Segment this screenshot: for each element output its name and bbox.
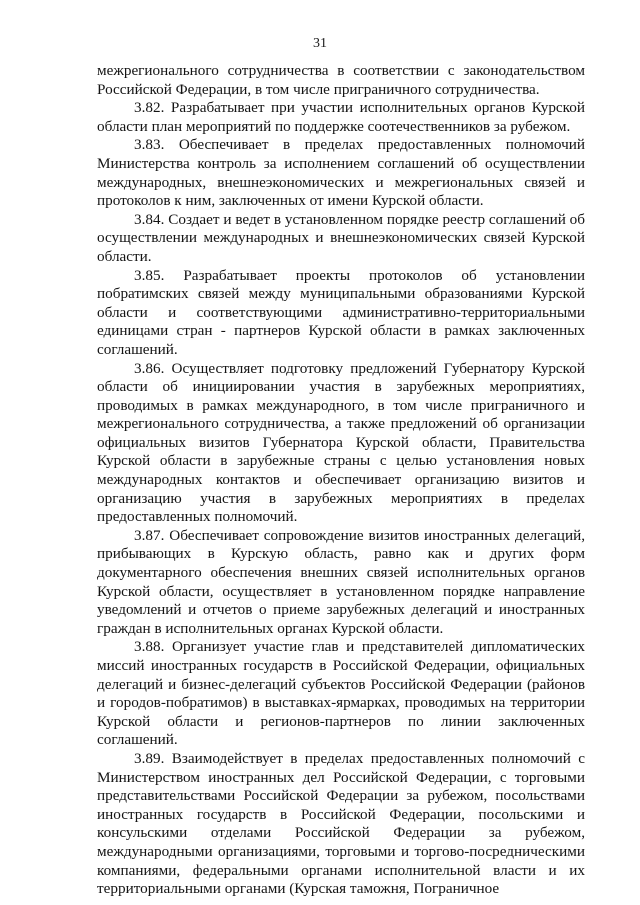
paragraph-continuation: межрегионального сотрудничества в соответствии с законодательством Российской Федерации, в том числе приграничного сотрудничества. bbox=[97, 62, 585, 98]
paragraph-3-83: 3.83. Обеспечивает в пределах предоставленных полномочий Министерства контроль за исполнением соглашений об осуществлении международных, внешнеэкономических и межрегиональных связей и протоколов к ним, заключенных от имени Курской области. bbox=[97, 136, 585, 210]
paragraph-3-85: 3.85. Разрабатывает проекты протоколов об установлении побратимских связей между муниципальными образованиями Курской области и соответствующими административно-территориальными единицами стран - партнеров Курской области в рамках заключенных соглашений. bbox=[97, 266, 585, 358]
paragraph-3-88: 3.88. Организует участие глав и представителей дипломатических миссий иностранных государств в Российской Федерации, официальных делегаций и бизнес-делегаций субъектов Российской Федерации (районов и городов-побратимов) в выставках-ярмарках, проводимых на территории Курской области и регионов-партнеров по линии заключенных соглашений. bbox=[97, 638, 585, 749]
paragraph-3-89: 3.89. Взаимодействует в пределах предоставленных полномочий с Министерством иностранных дел Российской Федерации, с торговыми представительствами Российской Федерации за рубежом, посольствами иностранных государств в Российской Федерации, посольскими и консульскими отделами Российской Федерации за рубежом, международными организациями, торговыми и торгово-посредническими компаниями, федеральными органами исполнительной власти и их территориальными органами (Курская таможня, Пограничное bbox=[97, 749, 585, 898]
document-body bbox=[97, 62, 585, 899]
paragraph-3-84: 3.84. Создает и ведет в установленном порядке реестр соглашений об осуществлении международных и внешнеэкономических связей Курской области. bbox=[97, 210, 585, 265]
paragraph-3-87: 3.87. Обеспечивает сопровождение визитов иностранных делегаций, прибывающих в Курскую область, равно как и других форм документарного обеспечения внешних связей исполнительных органов Курской области, осуществляет в установленном порядке направление уведомлений и отчетов о приеме зарубежных делегаций и иностранных граждан в исполнительных органах Курской области. bbox=[97, 526, 585, 637]
page-number: 31 bbox=[313, 36, 327, 51]
paragraph-3-86: 3.86. Осуществляет подготовку предложений Губернатору Курской области об инициировании участия в зарубежных мероприятиях, проводимых в рамках международного, в том числе приграничного и межрегионального сотрудничества, а также предложений об организации официальных визитов Губернатора Курской области, Правительства Курской области в зарубежные страны с целью установления новых международных контактов и обеспечивает организацию визитов и организацию участия в зарубежных мероприятиях в пределах предоставленных полномочий. bbox=[97, 359, 585, 526]
paragraph-3-82: 3.82. Разрабатывает при участии исполнительных органов Курской области план мероприятий по поддержке соотечественников за рубежом. bbox=[97, 99, 585, 135]
